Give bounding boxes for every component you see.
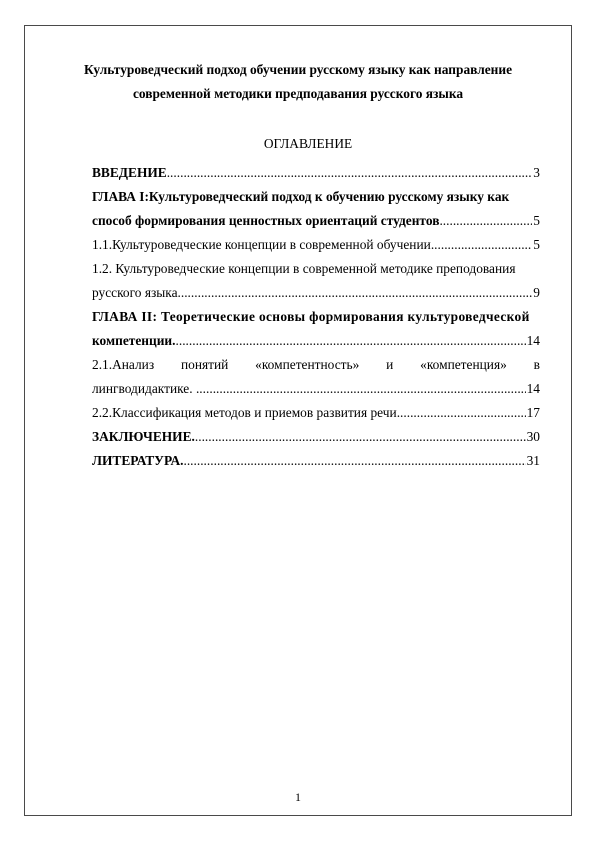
toc-page-number: 3	[533, 165, 540, 180]
title-line-1: Культуроведческий подход обучении русскому языку как направление	[83, 62, 513, 77]
table-of-contents	[92, 161, 540, 473]
toc-word: 2.1.Анализ	[92, 357, 155, 372]
toc-entry-1-1[interactable]	[92, 233, 540, 257]
toc-page-number: 31	[526, 453, 540, 468]
toc-entry-label: ВВЕДЕНИЕ	[92, 165, 167, 180]
toc-entry-1-2[interactable]	[92, 257, 540, 305]
toc-entry-label: компетенции.	[92, 333, 176, 348]
toc-entry-label: ЗАКЛЮЧЕНИЕ.	[92, 429, 195, 444]
toc-page-number: 9	[533, 285, 540, 300]
toc-entry-chapter-1[interactable]	[92, 185, 540, 233]
toc-entry-intro[interactable]	[92, 161, 540, 185]
toc-entry-label: ЛИТЕРАТУРА.	[92, 453, 184, 468]
toc-entry-2-2[interactable]	[92, 401, 540, 425]
toc-entry-label: 2.2.Классификация методов и приемов развития речи	[92, 405, 397, 420]
toc-heading: ОГЛАВЛЕНИЕ	[263, 136, 353, 151]
toc-page-number: 14	[526, 381, 540, 396]
toc-entry-label: способ формирования ценностных ориентаций студентов	[92, 213, 440, 228]
toc-entry-literature[interactable]	[92, 449, 540, 473]
toc-entry-label: лингводидактике.	[92, 381, 196, 396]
toc-entry-line	[92, 257, 540, 281]
document-title	[70, 58, 526, 106]
toc-leader-dots	[167, 161, 533, 185]
toc-word: «компетентность»	[255, 357, 360, 372]
toc-entry-line	[92, 305, 540, 329]
toc-leader-dots	[178, 281, 533, 305]
toc-entry-label: ГЛАВА I:Культуроведческий подход к обучению русскому языку как	[92, 189, 510, 204]
toc-leader-dots	[176, 329, 526, 353]
toc-entry-chapter-2[interactable]	[92, 305, 540, 353]
toc-word: понятий	[180, 357, 229, 372]
toc-entry-line	[92, 353, 540, 377]
toc-page-number: 17	[526, 405, 540, 420]
toc-entry-line	[92, 209, 540, 233]
toc-entry-line	[92, 329, 540, 353]
toc-leader-dots	[397, 401, 526, 425]
toc-entry-2-1[interactable]	[92, 353, 540, 401]
toc-entry-line	[92, 281, 540, 305]
toc-page-number: 14	[526, 333, 540, 348]
toc-entry-label: 1.2. Культуроведческие концепции в современной методике преподования	[92, 261, 516, 276]
toc-page-number: 30	[526, 429, 540, 444]
toc-entry-line	[92, 377, 540, 401]
toc-entry-label: ГЛАВА II: Теоретические основы формирования культуроведческой	[92, 309, 530, 324]
toc-entry-conclusion[interactable]	[92, 425, 540, 449]
toc-word: и	[386, 357, 394, 372]
toc-entry-line	[92, 185, 540, 209]
toc-page-number: 5	[533, 213, 540, 228]
toc-page-number: 5	[533, 237, 540, 252]
toc-leader-dots	[439, 209, 532, 233]
toc-entry-label: русского языка	[92, 285, 178, 300]
title-line-2: современной методики предподавания русского языка	[132, 86, 464, 101]
toc-entry-label: 1.1.Культуроведческие концепции в современной обучении	[92, 237, 431, 252]
page-number: 1	[295, 790, 301, 804]
toc-leader-dots	[183, 449, 525, 473]
toc-word: в	[533, 357, 540, 372]
toc-leader-dots	[431, 233, 532, 257]
toc-word: «компетенция»	[420, 357, 507, 372]
toc-leader-dots	[195, 425, 526, 449]
toc-leader-dots	[196, 377, 526, 401]
